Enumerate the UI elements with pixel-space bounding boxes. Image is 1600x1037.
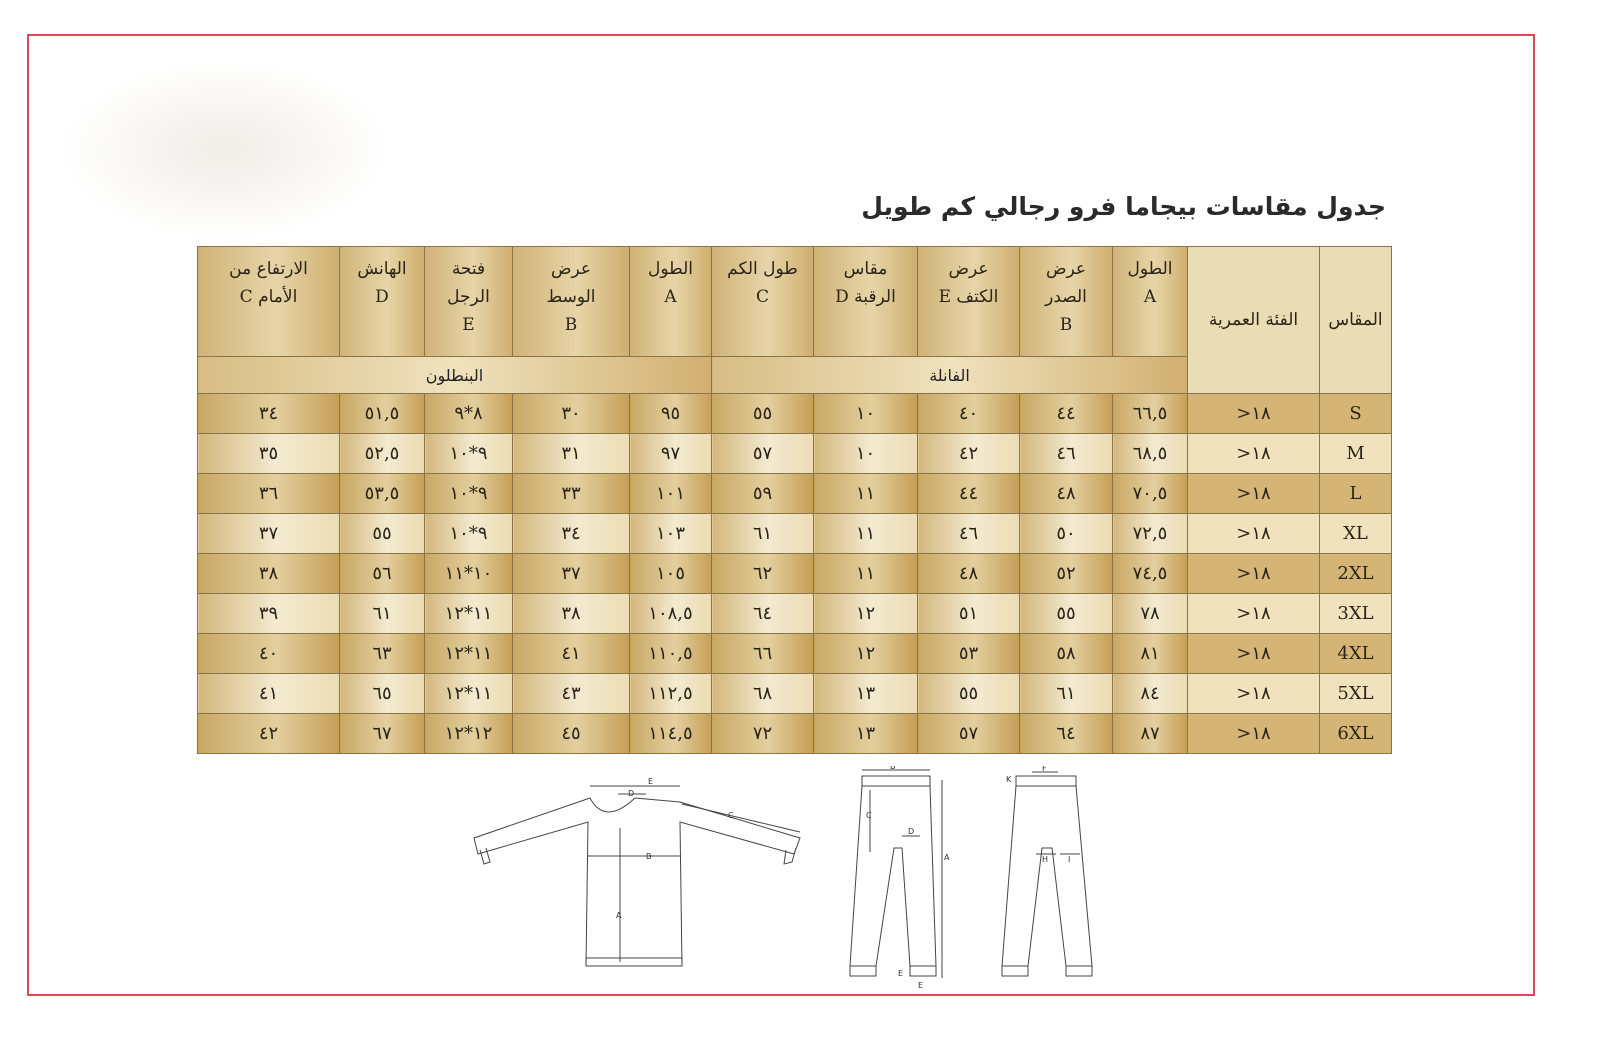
- header-waist-width: عرض الوسط B: [513, 247, 630, 357]
- pants-value-cell: ١١٠,٥: [630, 634, 712, 674]
- shirt-value-cell: ١٣: [814, 674, 918, 714]
- pants-back-diagram: [1002, 766, 1092, 976]
- pants-value-cell: ٣٧: [198, 514, 340, 554]
- shirt-value-cell: ٦٨,٥: [1113, 434, 1188, 474]
- header-age-group: الفئة العمرية: [1188, 247, 1320, 394]
- shirt-value-cell: ٨٧: [1113, 714, 1188, 754]
- pants-front-diagram: [850, 766, 950, 990]
- header-front-rise: الارتفاع من الأمام C: [198, 247, 340, 357]
- shirt-value-cell: ٥٠: [1020, 514, 1113, 554]
- header-leg-opening: فتحة الرجل E: [425, 247, 513, 357]
- pants-value-cell: ٥٣,٥: [340, 474, 425, 514]
- pants-value-cell: ١٠*١١: [425, 554, 513, 594]
- shirt-value-cell: ٥٥: [918, 674, 1020, 714]
- size-cell: L: [1320, 474, 1392, 514]
- pants-value-cell: ٦٥: [340, 674, 425, 714]
- pants-value-cell: ٩*١٠: [425, 474, 513, 514]
- size-cell: S: [1320, 394, 1392, 434]
- pants-front-label-d: D: [908, 827, 915, 836]
- page-title: جدول مقاسات بيجاما فرو رجالي كم طويل: [861, 192, 1386, 221]
- size-cell: 5XL: [1320, 674, 1392, 714]
- group-shirt: الفانلة: [712, 357, 1188, 394]
- pants-value-cell: ٤٣: [513, 674, 630, 714]
- age-cell: ١٨<: [1188, 594, 1320, 634]
- shirt-value-cell: ٤٤: [1020, 394, 1113, 434]
- size-cell: M: [1320, 434, 1392, 474]
- shirt-value-cell: ١١: [814, 514, 918, 554]
- pants-front-label-e: E: [898, 969, 904, 978]
- pants-value-cell: ٦٧: [340, 714, 425, 754]
- shirt-value-cell: ٤٤: [918, 474, 1020, 514]
- shirt-value-cell: ٥٨: [1020, 634, 1113, 674]
- age-cell: ١٨<: [1188, 714, 1320, 754]
- header-crotch: الهانش D: [340, 247, 425, 357]
- age-cell: ١٨<: [1188, 554, 1320, 594]
- shirt-value-cell: ١٠: [814, 394, 918, 434]
- garment-diagrams: [470, 766, 1120, 996]
- pants-value-cell: ١٠١: [630, 474, 712, 514]
- age-cell: ١٨<: [1188, 394, 1320, 434]
- pants-value-cell: ٣٣: [513, 474, 630, 514]
- shirt-value-cell: ٤٨: [1020, 474, 1113, 514]
- shirt-value-cell: ٥٧: [712, 434, 814, 474]
- pants-value-cell: ٣١: [513, 434, 630, 474]
- shirt-diagram: [474, 777, 800, 966]
- shirt-value-cell: ١١: [814, 554, 918, 594]
- pants-value-cell: ٥٥: [340, 514, 425, 554]
- table-row: [198, 514, 1392, 554]
- pants-front-label-e2: E: [918, 981, 924, 990]
- size-cell: 2XL: [1320, 554, 1392, 594]
- shirt-value-cell: ٥٥: [712, 394, 814, 434]
- group-pants: البنطلون: [198, 357, 712, 394]
- pants-value-cell: ٩٥: [630, 394, 712, 434]
- age-cell: ١٨<: [1188, 474, 1320, 514]
- pants-value-cell: ٤٢: [198, 714, 340, 754]
- age-cell: ١٨<: [1188, 514, 1320, 554]
- shirt-value-cell: ١١: [814, 474, 918, 514]
- shirt-value-cell: ٦٤: [1020, 714, 1113, 754]
- header-sleeve-length: طول الكم C: [712, 247, 814, 357]
- pants-value-cell: ٤٠: [198, 634, 340, 674]
- shirt-label-c: C: [728, 811, 734, 820]
- pants-back-label-i: I: [1068, 855, 1071, 864]
- shirt-label-e: E: [648, 777, 654, 786]
- age-cell: ١٨<: [1188, 434, 1320, 474]
- shirt-value-cell: ٧٠,٥: [1113, 474, 1188, 514]
- shirt-value-cell: ١٢: [814, 594, 918, 634]
- pants-value-cell: ٩*١٠: [425, 514, 513, 554]
- shirt-value-cell: ٦٤: [712, 594, 814, 634]
- shirt-value-cell: ٦٦,٥: [1113, 394, 1188, 434]
- header-neck-size: مقاس الرقبة D: [814, 247, 918, 357]
- size-cell: 3XL: [1320, 594, 1392, 634]
- shirt-value-cell: ٥٧: [918, 714, 1020, 754]
- table-row: [198, 554, 1392, 594]
- size-cell: XL: [1320, 514, 1392, 554]
- table-row: [198, 714, 1392, 754]
- pants-value-cell: ١٢*١٢: [425, 714, 513, 754]
- pants-value-cell: ٣٥: [198, 434, 340, 474]
- shirt-label-a: A: [616, 911, 622, 920]
- size-chart-table: [197, 246, 1392, 754]
- pants-value-cell: ٣٧: [513, 554, 630, 594]
- shirt-value-cell: ٨١: [1113, 634, 1188, 674]
- header-shoulder-width: عرض الكتف E: [918, 247, 1020, 357]
- shirt-value-cell: ٥٣: [918, 634, 1020, 674]
- pants-value-cell: ١٠٨,٥: [630, 594, 712, 634]
- pants-value-cell: ٥٦: [340, 554, 425, 594]
- pants-value-cell: ٩٧: [630, 434, 712, 474]
- shirt-label-d: D: [628, 789, 635, 798]
- pants-back-label-f: F: [1042, 766, 1047, 773]
- pants-value-cell: ٩*١٠: [425, 434, 513, 474]
- shirt-value-cell: ٤٢: [918, 434, 1020, 474]
- shirt-value-cell: ٦٦: [712, 634, 814, 674]
- pants-value-cell: ٤١: [198, 674, 340, 714]
- shirt-value-cell: ٦٢: [712, 554, 814, 594]
- pants-back-label-k: K: [1006, 775, 1012, 784]
- table-row: [198, 434, 1392, 474]
- shirt-value-cell: ٦١: [712, 514, 814, 554]
- pants-value-cell: ١٠٥: [630, 554, 712, 594]
- pants-value-cell: ١١*١٢: [425, 674, 513, 714]
- shirt-value-cell: ٤٨: [918, 554, 1020, 594]
- table-row: [198, 474, 1392, 514]
- header-chest-width: عرض الصدر B: [1020, 247, 1113, 357]
- pants-value-cell: ٣٠: [513, 394, 630, 434]
- shirt-value-cell: ٤٠: [918, 394, 1020, 434]
- pants-value-cell: ٤١: [513, 634, 630, 674]
- table-row: [198, 394, 1392, 434]
- age-cell: ١٨<: [1188, 634, 1320, 674]
- pants-value-cell: ٦١: [340, 594, 425, 634]
- pants-value-cell: ١١*١٢: [425, 594, 513, 634]
- table-row: [198, 674, 1392, 714]
- pants-value-cell: ٦٣: [340, 634, 425, 674]
- shirt-value-cell: ٦٨: [712, 674, 814, 714]
- shirt-value-cell: ٧٢: [712, 714, 814, 754]
- shirt-value-cell: ٤٦: [918, 514, 1020, 554]
- pants-value-cell: ٥٢,٥: [340, 434, 425, 474]
- pants-value-cell: ١٠٣: [630, 514, 712, 554]
- pants-back-label-h: H: [1042, 855, 1049, 864]
- table-row: [198, 594, 1392, 634]
- header-pants-length: الطول A: [630, 247, 712, 357]
- pants-value-cell: ٣٨: [198, 554, 340, 594]
- header-shirt-length: الطول A: [1113, 247, 1188, 357]
- pants-value-cell: ٨*٩: [425, 394, 513, 434]
- header-size: المقاس: [1320, 247, 1392, 394]
- table-row: [198, 634, 1392, 674]
- shirt-value-cell: ٨٤: [1113, 674, 1188, 714]
- pants-value-cell: ١١٤,٥: [630, 714, 712, 754]
- shirt-value-cell: ٤٦: [1020, 434, 1113, 474]
- pants-value-cell: ٤٥: [513, 714, 630, 754]
- pants-value-cell: ٣٦: [198, 474, 340, 514]
- shirt-value-cell: ٥٥: [1020, 594, 1113, 634]
- pants-value-cell: ٣٩: [198, 594, 340, 634]
- age-cell: ١٨<: [1188, 674, 1320, 714]
- pants-value-cell: ٥١,٥: [340, 394, 425, 434]
- size-cell: 6XL: [1320, 714, 1392, 754]
- shirt-value-cell: ١٢: [814, 634, 918, 674]
- pants-value-cell: ٣٨: [513, 594, 630, 634]
- shirt-value-cell: ٧٤,٥: [1113, 554, 1188, 594]
- shirt-value-cell: ٧٢,٥: [1113, 514, 1188, 554]
- shirt-value-cell: ٥٢: [1020, 554, 1113, 594]
- pants-front-label-a: A: [944, 853, 950, 862]
- shirt-value-cell: ٧٨: [1113, 594, 1188, 634]
- shirt-label-b: B: [646, 852, 652, 861]
- pants-value-cell: ١١٢,٥: [630, 674, 712, 714]
- pants-value-cell: ٣٤: [513, 514, 630, 554]
- shirt-value-cell: ١٣: [814, 714, 918, 754]
- background-glow: [60, 60, 390, 240]
- shirt-value-cell: ٥١: [918, 594, 1020, 634]
- shirt-value-cell: ٦١: [1020, 674, 1113, 714]
- shirt-value-cell: ١٠: [814, 434, 918, 474]
- pants-front-label-b: B: [890, 766, 896, 771]
- pants-front-label-c: C: [866, 811, 872, 820]
- size-cell: 4XL: [1320, 634, 1392, 674]
- pants-value-cell: ٣٤: [198, 394, 340, 434]
- shirt-value-cell: ٥٩: [712, 474, 814, 514]
- pants-value-cell: ١١*١٢: [425, 634, 513, 674]
